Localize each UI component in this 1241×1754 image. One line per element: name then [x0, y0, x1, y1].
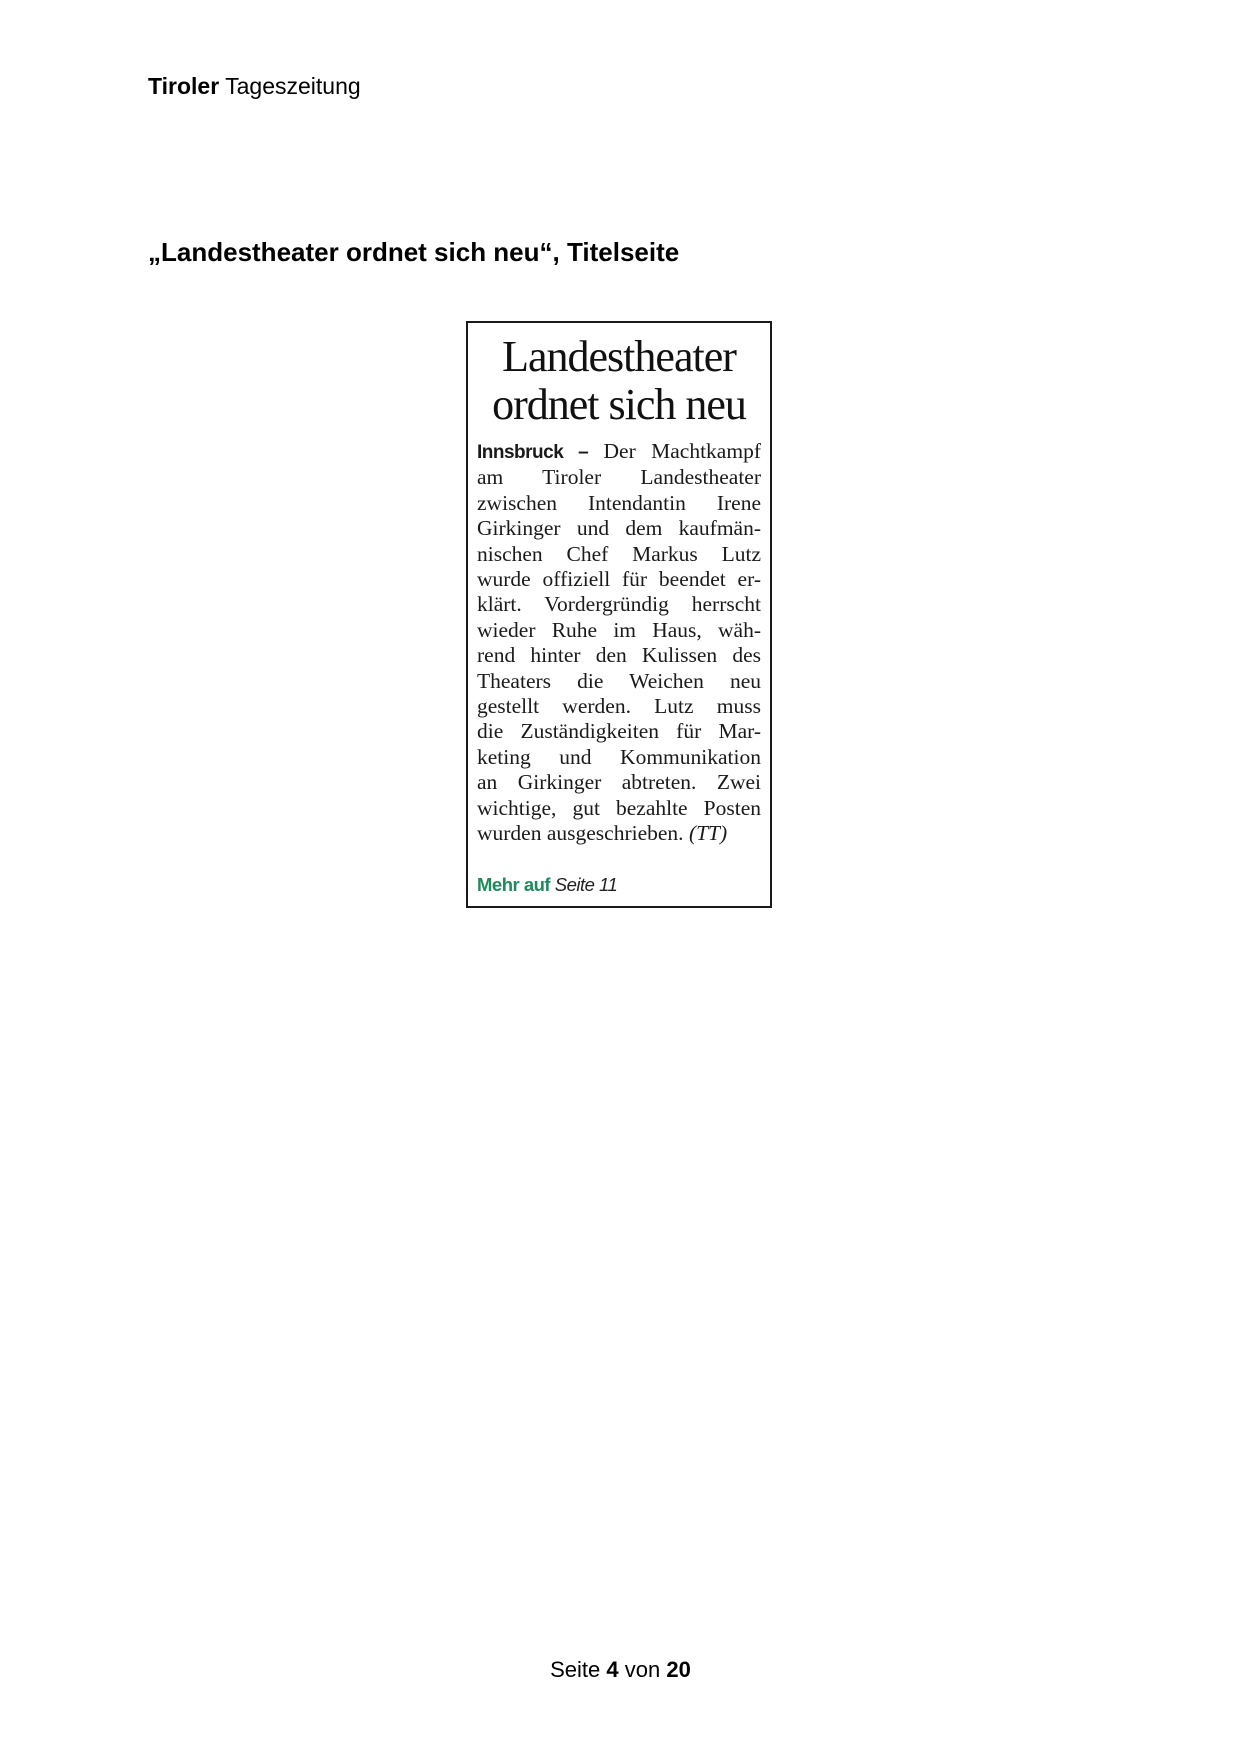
- body-line-12: die Zuständigkeiten für Mar-: [477, 719, 761, 744]
- body-line-2: am Tiroler Landestheater: [477, 465, 761, 490]
- body-line-7: klärt. Vordergründig herrscht: [477, 592, 761, 617]
- body-line-3: zwischen Intendantin Irene: [477, 490, 761, 515]
- body-line-16: [477, 821, 761, 846]
- body-line-text: Der Machtkampf: [603, 439, 761, 463]
- total-pages: 20: [666, 1657, 691, 1682]
- body-line-6: wurde offiziell für beendet er-: [477, 567, 761, 592]
- headline-line-1: Landestheater: [502, 332, 736, 381]
- body-line-4: Girkinger und dem kaufmän-: [477, 516, 761, 541]
- byline: (TT): [688, 821, 728, 846]
- current-page: 4: [606, 1657, 619, 1682]
- body-line-15: wichtige, gut bezahlte Posten: [477, 795, 761, 820]
- body-line-10: Theaters die Weichen neu: [477, 668, 761, 693]
- body-line-8: wieder Ruhe im Haus, wäh-: [477, 617, 761, 642]
- body-line-13: keting und Kommunikation: [477, 744, 761, 769]
- brand-name-bold: Tiroler: [148, 73, 220, 99]
- page-prefix: Seite: [550, 1657, 601, 1682]
- clipping-body: [477, 439, 761, 847]
- body-line-1: [477, 439, 761, 465]
- more-page: Seite 11: [554, 873, 618, 895]
- body-line-11: gestellt werden. Lutz muss: [477, 694, 761, 719]
- body-line-text: wurden ausgeschrieben.: [477, 821, 684, 846]
- body-line-14: an Girkinger abtreten. Zwei: [477, 770, 761, 795]
- page-separator: von: [624, 1657, 661, 1682]
- document-title: „Landestheater ordnet sich neu“, Titelseite: [148, 237, 680, 267]
- newspaper-clipping: [466, 321, 772, 908]
- brand-name-regular: Tageszeitung: [225, 73, 361, 99]
- body-line-5: nischen Chef Markus Lutz: [477, 541, 761, 566]
- publication-header: [148, 72, 361, 100]
- headline-line-2: ordnet sich neu: [492, 380, 746, 429]
- dateline: Innsbruck –: [477, 442, 589, 463]
- continued-reference: [477, 873, 761, 897]
- clipping-headline: [477, 333, 761, 429]
- more-label: Mehr auf: [477, 873, 551, 895]
- body-line-9: rend hinter den Kulissen des: [477, 643, 761, 668]
- page-number: [0, 1656, 1241, 1684]
